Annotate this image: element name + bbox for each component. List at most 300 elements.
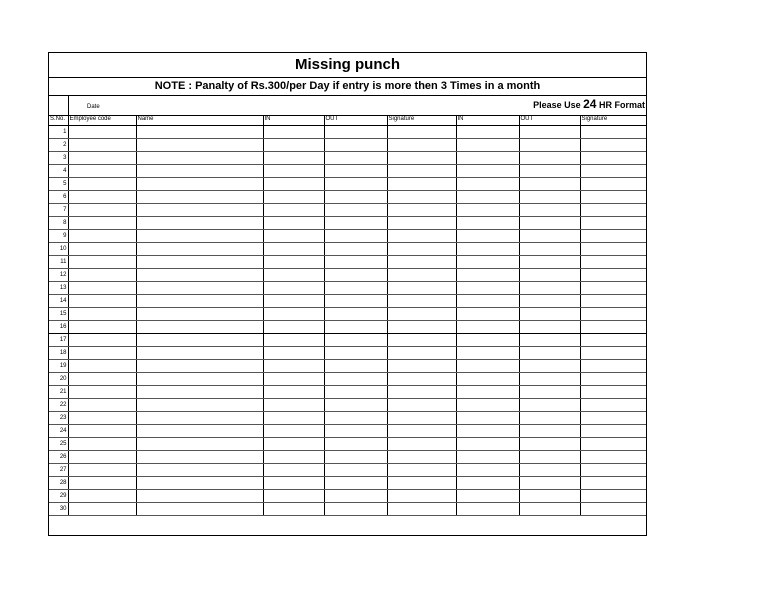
table-cell[interactable]	[580, 320, 646, 333]
table-cell[interactable]	[580, 372, 646, 385]
table-cell[interactable]	[136, 463, 263, 476]
table-cell[interactable]	[324, 229, 387, 242]
table-cell[interactable]	[580, 125, 646, 138]
row-number: 17	[49, 333, 68, 346]
table-cell[interactable]	[136, 307, 263, 320]
row-number: 19	[49, 359, 68, 372]
table-cell[interactable]	[456, 268, 519, 281]
table-cell[interactable]	[387, 177, 456, 190]
row-number: 14	[49, 294, 68, 307]
table-cell[interactable]	[136, 125, 263, 138]
table-cell[interactable]	[387, 411, 456, 424]
table-cell[interactable]	[387, 476, 456, 489]
table-cell[interactable]	[519, 229, 580, 242]
table-cell[interactable]	[519, 346, 580, 359]
row-number: 6	[49, 190, 68, 203]
table-cell[interactable]	[68, 268, 136, 281]
column-header: IN	[456, 115, 519, 125]
table-cell[interactable]	[580, 190, 646, 203]
table-cell[interactable]	[324, 385, 387, 398]
table-cell[interactable]	[324, 372, 387, 385]
table-cell[interactable]	[519, 463, 580, 476]
table-cell[interactable]	[519, 216, 580, 229]
table-cell[interactable]	[456, 203, 519, 216]
table-cell[interactable]	[580, 502, 646, 515]
table-cell[interactable]	[580, 138, 646, 151]
table-cell[interactable]	[387, 255, 456, 268]
table-cell[interactable]	[519, 255, 580, 268]
row-number: 22	[49, 398, 68, 411]
table-cell[interactable]	[387, 372, 456, 385]
table-cell[interactable]	[387, 307, 456, 320]
table-cell[interactable]	[580, 450, 646, 463]
table-cell[interactable]	[324, 203, 387, 216]
table-cell[interactable]	[519, 125, 580, 138]
table-cell[interactable]	[456, 437, 519, 450]
table-cell[interactable]	[263, 307, 324, 320]
table-cell[interactable]	[324, 242, 387, 255]
table-cell[interactable]	[324, 450, 387, 463]
table-cell[interactable]	[387, 346, 456, 359]
table-cell[interactable]	[136, 151, 263, 164]
penalty-note: NOTE : Panalty of Rs.300/per Day if entry is more then 3 Times in a month	[49, 77, 646, 96]
table-cell[interactable]	[519, 411, 580, 424]
table-cell[interactable]	[456, 424, 519, 437]
row-number: 1	[49, 125, 68, 138]
table-row	[49, 125, 646, 138]
table-cell[interactable]	[324, 398, 387, 411]
table-cell[interactable]	[324, 359, 387, 372]
table-cell[interactable]	[263, 385, 324, 398]
hr-note-number: 24	[583, 97, 597, 111]
table-cell[interactable]	[263, 242, 324, 255]
table-cell[interactable]	[68, 359, 136, 372]
table-cell[interactable]	[519, 424, 580, 437]
row-number: 30	[49, 502, 68, 515]
table-cell[interactable]	[456, 333, 519, 346]
table-cell[interactable]	[324, 268, 387, 281]
table-cell[interactable]	[580, 216, 646, 229]
table-cell[interactable]	[387, 320, 456, 333]
table-cell[interactable]	[519, 372, 580, 385]
table-cell[interactable]	[324, 281, 387, 294]
table-cell[interactable]	[580, 255, 646, 268]
table-cell[interactable]	[263, 398, 324, 411]
table-cell[interactable]	[263, 437, 324, 450]
table-row	[49, 203, 646, 216]
table-cell[interactable]	[136, 411, 263, 424]
table-cell[interactable]	[68, 190, 136, 203]
table-row	[49, 398, 646, 411]
table-cell[interactable]	[580, 359, 646, 372]
table-cell[interactable]	[263, 333, 324, 346]
table-cell[interactable]	[68, 476, 136, 489]
table-cell[interactable]	[456, 151, 519, 164]
table-row	[49, 424, 646, 437]
table-cell[interactable]	[456, 385, 519, 398]
table-cell[interactable]	[136, 359, 263, 372]
table-cell[interactable]	[324, 190, 387, 203]
table-cell[interactable]	[136, 190, 263, 203]
column-header: Signature	[387, 115, 456, 125]
table-cell[interactable]	[136, 255, 263, 268]
table-row	[49, 164, 646, 177]
row-number: 3	[49, 151, 68, 164]
table-cell[interactable]	[263, 346, 324, 359]
table-cell[interactable]	[519, 359, 580, 372]
table-cell[interactable]	[68, 489, 136, 502]
table-cell[interactable]	[580, 229, 646, 242]
table-cell[interactable]	[263, 359, 324, 372]
table-cell[interactable]	[68, 437, 136, 450]
table-cell[interactable]	[387, 450, 456, 463]
table-cell[interactable]	[519, 333, 580, 346]
table-cell[interactable]	[519, 281, 580, 294]
table-cell[interactable]	[387, 359, 456, 372]
table-cell[interactable]	[580, 476, 646, 489]
table-cell[interactable]	[136, 242, 263, 255]
table-cell[interactable]	[136, 294, 263, 307]
table-cell[interactable]	[263, 424, 324, 437]
table-cell[interactable]	[387, 489, 456, 502]
table-row	[49, 177, 646, 190]
table-cell[interactable]	[263, 502, 324, 515]
table-cell[interactable]	[580, 437, 646, 450]
table-cell[interactable]	[68, 385, 136, 398]
table-cell[interactable]	[68, 398, 136, 411]
table-cell[interactable]	[456, 294, 519, 307]
table-cell[interactable]	[136, 203, 263, 216]
table-cell[interactable]	[387, 216, 456, 229]
table-cell[interactable]	[456, 372, 519, 385]
table-cell[interactable]	[580, 177, 646, 190]
table-cell[interactable]	[136, 281, 263, 294]
table-cell[interactable]	[324, 424, 387, 437]
table-cell[interactable]	[263, 281, 324, 294]
table-cell[interactable]	[136, 424, 263, 437]
row-number: 10	[49, 242, 68, 255]
punch-table	[49, 115, 646, 516]
table-cell[interactable]	[324, 177, 387, 190]
table-cell[interactable]	[68, 229, 136, 242]
table-cell[interactable]	[580, 294, 646, 307]
table-cell[interactable]	[136, 216, 263, 229]
table-cell[interactable]	[68, 320, 136, 333]
table-cell[interactable]	[519, 437, 580, 450]
table-cell[interactable]	[136, 320, 263, 333]
table-cell[interactable]	[387, 268, 456, 281]
table-cell[interactable]	[136, 437, 263, 450]
table-row	[49, 320, 646, 333]
table-cell[interactable]	[136, 229, 263, 242]
table-cell[interactable]	[324, 320, 387, 333]
table-cell[interactable]	[263, 190, 324, 203]
table-cell[interactable]	[263, 294, 324, 307]
table-cell[interactable]	[263, 463, 324, 476]
row-number: 15	[49, 307, 68, 320]
table-cell[interactable]	[456, 450, 519, 463]
table-cell[interactable]	[136, 398, 263, 411]
table-cell[interactable]	[68, 463, 136, 476]
table-cell[interactable]	[263, 203, 324, 216]
table-row	[49, 489, 646, 502]
table-cell[interactable]	[68, 255, 136, 268]
table-cell[interactable]	[519, 268, 580, 281]
hr-note-prefix: Please Use	[533, 100, 584, 110]
row-number: 27	[49, 463, 68, 476]
table-cell[interactable]	[519, 502, 580, 515]
table-cell[interactable]	[324, 437, 387, 450]
table-cell[interactable]	[68, 450, 136, 463]
table-cell[interactable]	[387, 398, 456, 411]
subheader-row	[49, 95, 646, 116]
table-cell[interactable]	[456, 190, 519, 203]
table-cell[interactable]	[456, 359, 519, 372]
table-cell[interactable]	[263, 125, 324, 138]
table-cell[interactable]	[263, 216, 324, 229]
table-cell[interactable]	[68, 294, 136, 307]
row-number: 9	[49, 229, 68, 242]
table-cell[interactable]	[68, 125, 136, 138]
table-cell[interactable]	[519, 307, 580, 320]
table-cell[interactable]	[263, 268, 324, 281]
table-cell[interactable]	[519, 242, 580, 255]
table-cell[interactable]	[68, 138, 136, 151]
table-cell[interactable]	[324, 307, 387, 320]
table-cell[interactable]	[456, 255, 519, 268]
table-cell[interactable]	[136, 489, 263, 502]
table-cell[interactable]	[263, 372, 324, 385]
table-cell[interactable]	[68, 372, 136, 385]
row-number: 24	[49, 424, 68, 437]
table-cell[interactable]	[263, 177, 324, 190]
table-row	[49, 437, 646, 450]
table-cell[interactable]	[324, 476, 387, 489]
table-cell[interactable]	[263, 476, 324, 489]
header-row	[49, 115, 646, 125]
sheet-title: Missing punch	[49, 53, 646, 78]
row-number: 21	[49, 385, 68, 398]
row-number: 25	[49, 437, 68, 450]
table-cell[interactable]	[263, 151, 324, 164]
table-cell[interactable]	[263, 320, 324, 333]
table-cell[interactable]	[387, 151, 456, 164]
table-cell[interactable]	[136, 268, 263, 281]
table-cell[interactable]	[456, 164, 519, 177]
table-cell[interactable]	[456, 177, 519, 190]
table-cell[interactable]	[456, 216, 519, 229]
table-cell[interactable]	[68, 411, 136, 424]
table-cell[interactable]	[387, 463, 456, 476]
table-row	[49, 268, 646, 281]
table-row	[49, 138, 646, 151]
table-cell[interactable]	[136, 138, 263, 151]
table-cell[interactable]	[519, 138, 580, 151]
table-cell[interactable]	[519, 385, 580, 398]
column-header: IN	[263, 115, 324, 125]
table-cell[interactable]	[519, 164, 580, 177]
table-cell[interactable]	[387, 229, 456, 242]
table-cell[interactable]	[324, 463, 387, 476]
table-cell[interactable]	[580, 151, 646, 164]
table-cell[interactable]	[68, 203, 136, 216]
table-cell[interactable]	[580, 424, 646, 437]
table-cell[interactable]	[68, 346, 136, 359]
table-cell[interactable]	[68, 216, 136, 229]
table-cell[interactable]	[68, 242, 136, 255]
column-header: S.No.	[49, 115, 68, 125]
table-row	[49, 463, 646, 476]
table-cell[interactable]	[136, 450, 263, 463]
table-cell[interactable]	[387, 125, 456, 138]
table-row	[49, 242, 646, 255]
table-cell[interactable]	[519, 320, 580, 333]
table-cell[interactable]	[580, 463, 646, 476]
table-cell[interactable]	[456, 320, 519, 333]
table-cell[interactable]	[580, 203, 646, 216]
table-cell[interactable]	[324, 489, 387, 502]
table-cell[interactable]	[136, 346, 263, 359]
table-cell[interactable]	[580, 268, 646, 281]
table-cell[interactable]	[68, 333, 136, 346]
table-cell[interactable]	[580, 242, 646, 255]
table-cell[interactable]	[456, 398, 519, 411]
table-row	[49, 255, 646, 268]
table-cell[interactable]	[263, 489, 324, 502]
table-cell[interactable]	[263, 255, 324, 268]
table-cell[interactable]	[324, 125, 387, 138]
table-cell[interactable]	[387, 164, 456, 177]
table-cell[interactable]	[324, 346, 387, 359]
table-cell[interactable]	[580, 333, 646, 346]
table-cell[interactable]	[519, 476, 580, 489]
table-cell[interactable]	[324, 255, 387, 268]
table-cell[interactable]	[456, 281, 519, 294]
table-row	[49, 216, 646, 229]
table-cell[interactable]	[580, 489, 646, 502]
table-cell[interactable]	[263, 164, 324, 177]
table-cell[interactable]	[519, 151, 580, 164]
table-cell[interactable]	[456, 463, 519, 476]
table-row	[49, 385, 646, 398]
column-header: Name	[136, 115, 263, 125]
table-cell[interactable]	[136, 177, 263, 190]
hr-format-note	[533, 97, 645, 111]
row-number: 20	[49, 372, 68, 385]
table-cell[interactable]	[387, 333, 456, 346]
table-cell[interactable]	[68, 164, 136, 177]
table-cell[interactable]	[456, 125, 519, 138]
table-cell[interactable]	[263, 450, 324, 463]
table-cell[interactable]	[387, 385, 456, 398]
punch-table-body	[49, 115, 646, 515]
row-number: 13	[49, 281, 68, 294]
table-cell[interactable]	[387, 294, 456, 307]
table-cell[interactable]	[519, 489, 580, 502]
table-cell[interactable]	[324, 164, 387, 177]
table-cell[interactable]	[387, 437, 456, 450]
table-cell[interactable]	[519, 177, 580, 190]
table-cell[interactable]	[580, 385, 646, 398]
missing-punch-sheet	[48, 52, 647, 536]
table-cell[interactable]	[519, 450, 580, 463]
row-number: 5	[49, 177, 68, 190]
table-cell[interactable]	[136, 333, 263, 346]
row-number: 12	[49, 268, 68, 281]
table-cell[interactable]	[580, 411, 646, 424]
table-cell[interactable]	[519, 190, 580, 203]
table-cell[interactable]	[68, 424, 136, 437]
table-cell[interactable]	[456, 242, 519, 255]
table-cell[interactable]	[580, 307, 646, 320]
row-number: 11	[49, 255, 68, 268]
table-cell[interactable]	[324, 216, 387, 229]
row-number: 8	[49, 216, 68, 229]
table-cell[interactable]	[263, 138, 324, 151]
table-cell[interactable]	[519, 398, 580, 411]
table-cell[interactable]	[324, 151, 387, 164]
table-cell[interactable]	[136, 476, 263, 489]
table-cell[interactable]	[263, 411, 324, 424]
hr-note-suffix: HR Format	[596, 100, 645, 110]
row-number: 7	[49, 203, 68, 216]
table-cell[interactable]	[456, 138, 519, 151]
table-row	[49, 346, 646, 359]
table-cell[interactable]	[456, 476, 519, 489]
table-cell[interactable]	[324, 502, 387, 515]
table-cell[interactable]	[136, 385, 263, 398]
table-cell[interactable]	[324, 294, 387, 307]
table-cell[interactable]	[68, 307, 136, 320]
table-cell[interactable]	[136, 502, 263, 515]
table-row	[49, 229, 646, 242]
table-row	[49, 333, 646, 346]
table-cell[interactable]	[136, 372, 263, 385]
table-cell[interactable]	[456, 489, 519, 502]
table-cell[interactable]	[68, 177, 136, 190]
table-cell[interactable]	[387, 242, 456, 255]
table-cell[interactable]	[456, 229, 519, 242]
table-cell[interactable]	[387, 203, 456, 216]
table-cell[interactable]	[68, 151, 136, 164]
row-number: 26	[49, 450, 68, 463]
table-cell[interactable]	[263, 229, 324, 242]
table-cell[interactable]	[580, 346, 646, 359]
table-cell[interactable]	[387, 138, 456, 151]
table-cell[interactable]	[519, 294, 580, 307]
table-cell[interactable]	[456, 307, 519, 320]
table-cell[interactable]	[324, 411, 387, 424]
table-cell[interactable]	[387, 424, 456, 437]
table-cell[interactable]	[456, 411, 519, 424]
table-cell[interactable]	[580, 398, 646, 411]
table-cell[interactable]	[387, 281, 456, 294]
table-cell[interactable]	[519, 203, 580, 216]
table-cell[interactable]	[136, 164, 263, 177]
table-cell[interactable]	[387, 502, 456, 515]
table-cell[interactable]	[580, 281, 646, 294]
table-cell[interactable]	[387, 190, 456, 203]
table-cell[interactable]	[456, 346, 519, 359]
table-cell[interactable]	[68, 281, 136, 294]
table-cell[interactable]	[456, 502, 519, 515]
table-cell[interactable]	[324, 333, 387, 346]
row-number: 29	[49, 489, 68, 502]
row-number: 2	[49, 138, 68, 151]
table-cell[interactable]	[68, 502, 136, 515]
table-cell[interactable]	[580, 164, 646, 177]
table-cell[interactable]	[324, 138, 387, 151]
